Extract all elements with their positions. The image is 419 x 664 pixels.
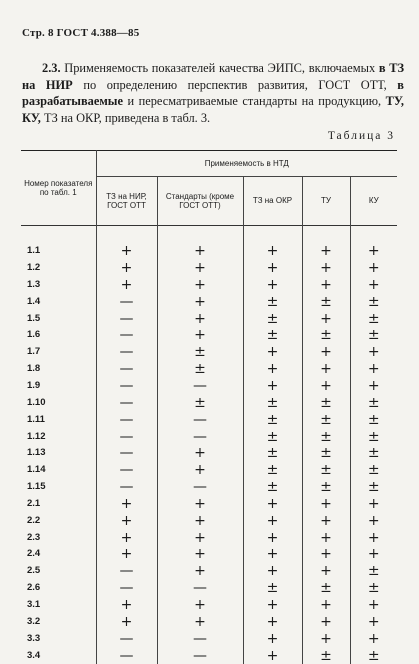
applicability-mark: +	[157, 529, 243, 546]
applicability-mark: +	[243, 563, 302, 580]
table-row	[21, 327, 397, 344]
applicability-mark: +	[350, 529, 397, 546]
column-header: ТЗ на ОКР	[243, 177, 302, 226]
row-number: 3.3	[27, 632, 41, 644]
table-row	[21, 462, 397, 479]
applicability-mark: +	[96, 496, 157, 513]
applicability-mark: +	[350, 512, 397, 529]
applicability-mark: +	[302, 344, 350, 361]
applicability-mark: ±	[302, 293, 350, 310]
applicability-mark: +	[243, 243, 302, 260]
paragraph-bold-text: в разрабатываемые	[22, 77, 404, 108]
applicability-mark: +	[243, 512, 302, 529]
applicability-mark: —	[96, 479, 157, 496]
applicability-mark: +	[243, 647, 302, 664]
table-row	[21, 310, 397, 327]
applicability-mark: +	[96, 529, 157, 546]
row-number: 1.13	[27, 447, 46, 459]
applicability-mark: +	[96, 277, 157, 294]
column-header: КУ	[350, 177, 397, 226]
applicability-mark: —	[96, 411, 157, 428]
table-row	[21, 563, 397, 580]
column-header: ТЗ на НИР, ГОСТ ОТТ	[96, 177, 157, 226]
paragraph-number: 2.3.	[42, 61, 61, 75]
applicability-mark: +	[302, 529, 350, 546]
applicability-mark: +	[96, 546, 157, 563]
applicability-mark: ±	[350, 428, 397, 445]
row-number: 1.1	[27, 245, 41, 257]
paragraph-2-3	[22, 60, 404, 126]
applicability-mark: +	[302, 310, 350, 327]
applicability-mark: —	[96, 344, 157, 361]
applicability-mark: +	[157, 310, 243, 327]
row-number: 1.2	[27, 262, 41, 274]
table-row	[21, 512, 397, 529]
applicability-mark: +	[350, 613, 397, 630]
table-row	[21, 496, 397, 513]
applicability-mark: +	[350, 277, 397, 294]
applicability-mark: ±	[243, 293, 302, 310]
applicability-mark: +	[302, 361, 350, 378]
applicability-mark: +	[350, 496, 397, 513]
applicability-mark: ±	[243, 462, 302, 479]
applicability-mark: —	[157, 428, 243, 445]
applicability-mark: —	[96, 630, 157, 647]
applicability-mark: ±	[243, 580, 302, 597]
row-number: 2.5	[27, 565, 41, 577]
table-row	[21, 479, 397, 496]
applicability-mark: +	[243, 597, 302, 614]
applicability-mark: +	[350, 361, 397, 378]
applicability-mark: +	[157, 445, 243, 462]
row-number: 1.9	[27, 380, 41, 392]
applicability-mark: —	[96, 310, 157, 327]
applicability-mark: +	[157, 277, 243, 294]
applicability-mark: +	[302, 378, 350, 395]
row-number: 2.3	[27, 531, 41, 543]
row-number: 2.1	[27, 497, 41, 509]
applicability-mark: —	[157, 647, 243, 664]
row-number: 1.10	[27, 396, 46, 408]
applicability-mark: —	[96, 293, 157, 310]
row-number: 3.2	[27, 615, 41, 627]
applicability-mark: +	[157, 327, 243, 344]
applicability-mark: ±	[302, 580, 350, 597]
table-row	[21, 243, 397, 260]
table-row	[21, 597, 397, 614]
applicability-mark: +	[96, 243, 157, 260]
applicability-mark: —	[96, 327, 157, 344]
row-number: 1.14	[27, 464, 46, 476]
table-row	[21, 445, 397, 462]
applicability-mark: —	[96, 445, 157, 462]
row-number: 3.1	[27, 598, 41, 610]
row-number: 1.12	[27, 430, 46, 442]
applicability-mark: —	[96, 428, 157, 445]
applicability-mark: +	[350, 630, 397, 647]
applicability-mark: +	[96, 512, 157, 529]
applicability-mark: +	[157, 546, 243, 563]
applicability-mark: +	[302, 597, 350, 614]
applicability-table	[21, 150, 397, 664]
applicability-mark: ±	[350, 479, 397, 496]
applicability-mark: +	[157, 293, 243, 310]
applicability-mark: ±	[302, 479, 350, 496]
table-row	[21, 613, 397, 630]
applicability-mark: +	[350, 344, 397, 361]
applicability-mark: +	[157, 243, 243, 260]
applicability-mark: —	[96, 394, 157, 411]
applicability-mark: +	[96, 597, 157, 614]
paragraph-text: и пересматриваемые стандарты на продукцию,	[122, 94, 386, 108]
applicability-mark: ±	[350, 394, 397, 411]
applicability-mark: +	[96, 260, 157, 277]
applicability-mark: ±	[350, 647, 397, 664]
table-row	[21, 546, 397, 563]
applicability-mark: ±	[302, 428, 350, 445]
applicability-mark: +	[350, 597, 397, 614]
applicability-mark: +	[302, 512, 350, 529]
applicability-mark: +	[302, 630, 350, 647]
paragraph-text: ТЗ на ОКР, приведена в табл. 3.	[40, 110, 211, 125]
row-number: 1.5	[27, 312, 41, 324]
applicability-mark: +	[243, 529, 302, 546]
row-number: 1.4	[27, 295, 41, 307]
applicability-mark: ±	[302, 411, 350, 428]
applicability-mark: —	[96, 361, 157, 378]
applicability-mark: ±	[302, 462, 350, 479]
applicability-mark: ±	[243, 428, 302, 445]
page-header: Стр. 8 ГОСТ 4.388—85	[22, 27, 140, 39]
applicability-mark: —	[96, 580, 157, 597]
applicability-mark: +	[157, 597, 243, 614]
applicability-mark: +	[302, 563, 350, 580]
table-title: Таблица 3	[327, 130, 395, 142]
applicability-mark: +	[96, 613, 157, 630]
applicability-mark: ±	[243, 310, 302, 327]
applicability-mark: ±	[350, 293, 397, 310]
row-number: 1.7	[27, 346, 41, 358]
row-number: 1.6	[27, 329, 41, 341]
table-row	[21, 361, 397, 378]
applicability-mark: ±	[157, 344, 243, 361]
applicability-mark: +	[243, 260, 302, 277]
applicability-mark: ±	[350, 580, 397, 597]
applicability-mark: +	[157, 496, 243, 513]
applicability-mark: ±	[302, 445, 350, 462]
applicability-mark: —	[157, 411, 243, 428]
applicability-mark: ±	[243, 411, 302, 428]
applicability-mark: +	[302, 496, 350, 513]
row-number: 2.2	[27, 514, 41, 526]
applicability-mark: ±	[157, 361, 243, 378]
applicability-mark: ±	[350, 462, 397, 479]
row-number: 1.11	[27, 413, 45, 425]
paragraph-text: Применяемость показателей качества ЭИПС, включаемых	[60, 61, 379, 75]
row-number: 1.8	[27, 363, 41, 375]
applicability-mark: +	[243, 546, 302, 563]
table-row	[21, 344, 397, 361]
applicability-mark: +	[157, 613, 243, 630]
applicability-mark: +	[302, 277, 350, 294]
applicability-mark: ±	[302, 394, 350, 411]
applicability-mark: ±	[350, 327, 397, 344]
table-row	[21, 647, 397, 664]
applicability-mark: ±	[302, 327, 350, 344]
applicability-mark: +	[243, 613, 302, 630]
applicability-mark: +	[350, 260, 397, 277]
applicability-mark: —	[157, 378, 243, 395]
applicability-mark: —	[157, 580, 243, 597]
applicability-mark: +	[243, 361, 302, 378]
applicability-mark: ±	[350, 563, 397, 580]
applicability-mark: +	[350, 378, 397, 395]
row-number: 1.15	[27, 481, 46, 493]
applicability-mark: +	[157, 563, 243, 580]
row-number: 2.4	[27, 548, 41, 560]
applicability-mark: +	[243, 496, 302, 513]
row-number-header: Номер показателя по табл. 1	[24, 178, 93, 197]
row-number: 1.3	[27, 278, 41, 290]
applicability-mark: ±	[243, 479, 302, 496]
applicability-mark: ±	[157, 394, 243, 411]
column-header: ТУ	[302, 177, 350, 226]
applicability-mark: +	[302, 613, 350, 630]
applicability-mark: +	[302, 243, 350, 260]
applicability-mark: +	[157, 512, 243, 529]
applicability-mark: —	[96, 647, 157, 664]
applicability-mark: ±	[243, 394, 302, 411]
applicability-mark: +	[243, 344, 302, 361]
applicability-mark: —	[157, 479, 243, 496]
applicability-mark: —	[96, 462, 157, 479]
row-number: 2.6	[27, 582, 41, 594]
applicability-mark: +	[157, 462, 243, 479]
applicability-mark: +	[243, 378, 302, 395]
table-row	[21, 411, 397, 428]
table-row	[21, 580, 397, 597]
applicability-mark: +	[350, 243, 397, 260]
applicability-mark: +	[350, 546, 397, 563]
applicability-mark: +	[302, 546, 350, 563]
paragraph-text: по определению перспектив развития, ГОСТ ОТТ,	[72, 77, 398, 92]
group-header: Применяемость в НТД	[96, 151, 397, 177]
applicability-mark: ±	[350, 445, 397, 462]
paragraph-bold-text: ТУ, КУ,	[22, 94, 404, 125]
table-row	[21, 260, 397, 277]
applicability-mark: —	[96, 378, 157, 395]
column-header: Стандарты (кроме ГОСТ ОТТ)	[157, 177, 243, 226]
applicability-mark: —	[157, 630, 243, 647]
table-row	[21, 394, 397, 411]
applicability-mark: +	[243, 630, 302, 647]
table-row	[21, 277, 397, 294]
applicability-mark: ±	[350, 310, 397, 327]
table-row	[21, 293, 397, 310]
applicability-mark: ±	[243, 327, 302, 344]
applicability-mark: ±	[302, 647, 350, 664]
applicability-mark: ±	[350, 411, 397, 428]
table-row	[21, 428, 397, 445]
applicability-mark: +	[157, 260, 243, 277]
paragraph-bold-text: в ТЗ на НИР	[22, 61, 405, 92]
applicability-mark: +	[302, 260, 350, 277]
row-number: 3.4	[27, 649, 41, 661]
table-row	[21, 378, 397, 395]
applicability-mark: +	[243, 277, 302, 294]
table-row	[21, 529, 397, 546]
applicability-mark: —	[96, 563, 157, 580]
applicability-mark: ±	[243, 445, 302, 462]
